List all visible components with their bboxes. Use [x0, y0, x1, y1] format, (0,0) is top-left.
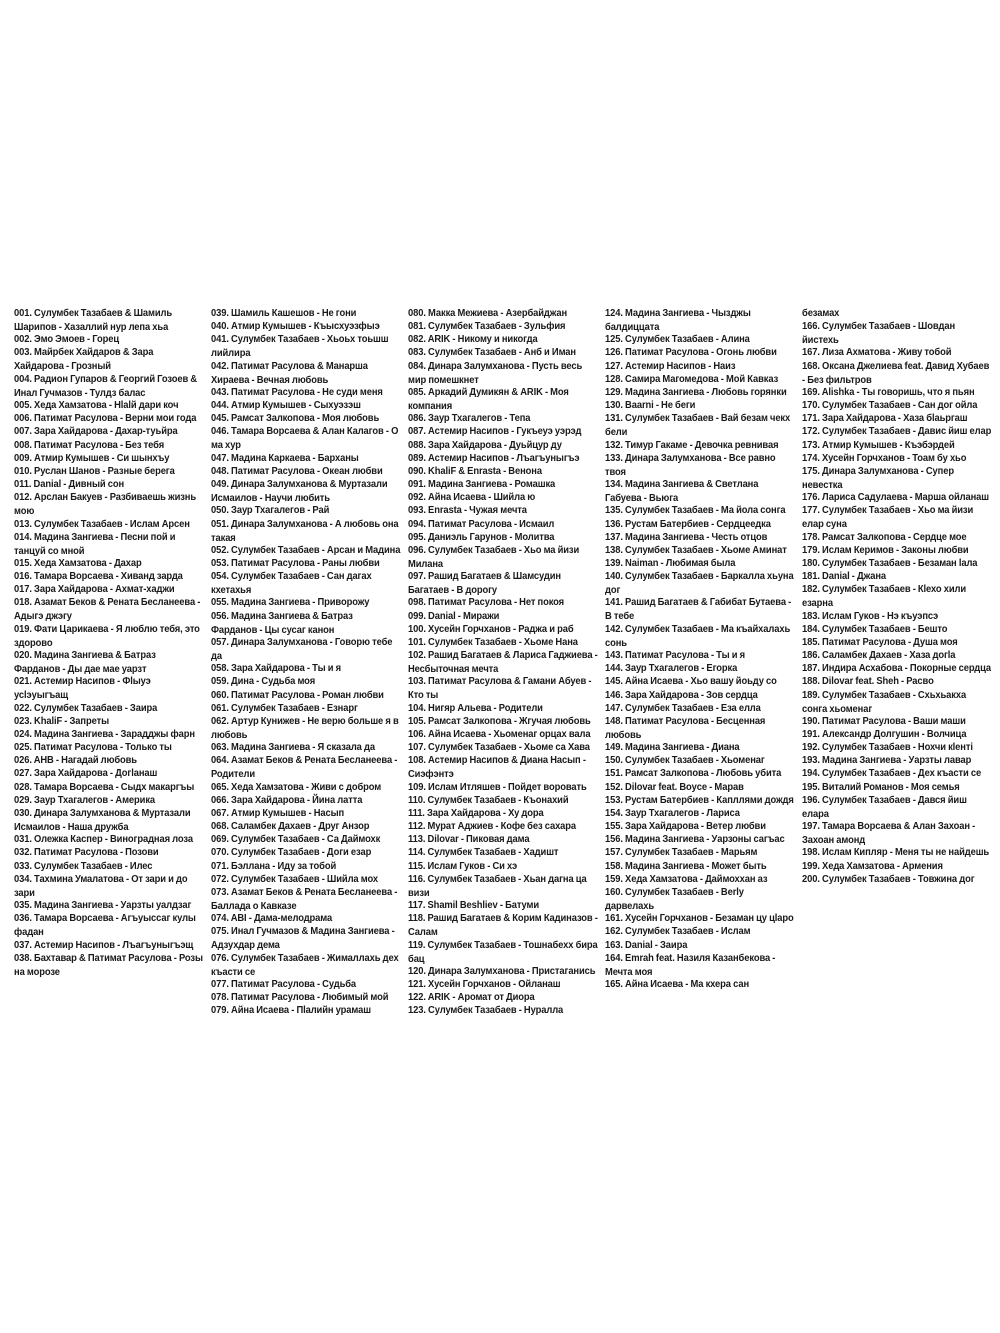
track-entry: 022. Сулумбек Тазабаев - Заира [14, 700, 158, 713]
track-entry: 079. Айна Исаева - Пlалийн урамаш [211, 1003, 371, 1016]
track-entry: 075. Инал Гучмазов & Мадина Зангиева - Адзухдар дема [211, 924, 395, 951]
track-entry: 070. Сулумбек Тазабаев - Доги езар [211, 845, 372, 858]
track-entry: 087. Астемир Насипов - Гукъеуэ уэрэд [408, 424, 582, 437]
track-entry: 148. Патимат Расулова - Бесценная любовь [605, 713, 766, 741]
track-entry: 140. Сулумбек Тазабаев - Баркалла хьуна дог [605, 569, 794, 596]
track-entry: 192. Сулумбек Тазабаев - Нохчи кlентi [802, 740, 973, 753]
track-entry: 085. Аркадий Думикян & ARIK - Моя компания [408, 385, 569, 412]
track-entry: 126. Патимат Расулова - Огонь любви [605, 345, 777, 358]
track-entry: 044. Атмир Кумышев - Сыхуэзэш [211, 398, 361, 411]
track-entry: 052. Сулумбек Тазабаев - Арсан и Мадина [211, 542, 401, 555]
track-entry: 013. Сулумбек Тазабаев - Ислам Арсен [14, 516, 190, 529]
track-entry: 086. Заур Тхагалегов - Тепа [408, 411, 531, 424]
track-entry: 076. Сулумбек Тазабаев - Жималлахь дех къасти се [211, 950, 399, 977]
track-entry: безамах [802, 306, 840, 318]
track-entry: 130. Baarni - Не беги [605, 398, 696, 411]
track-entry: 080. Макка Межиева - Азербайджан [408, 306, 568, 318]
track-entry: 122. ARIK - Аромат от Диора [408, 990, 535, 1003]
track-entry: 112. Мурат Аджиев - Кофе без сахара [408, 819, 577, 832]
track-entry: 164. Emrah feat. Назиля Казанбекова - Мечта моя [605, 950, 776, 977]
track-entry: 002. Эмо Эмоев - Горец [14, 332, 120, 345]
track-entry: 190. Патимат Расулова - Ваши маши [802, 713, 966, 726]
track-entry: 029. Заур Тхагалегов - Америка [14, 792, 156, 805]
track-entry: 033. Сулумбек Тазабаев - Илес [14, 858, 153, 871]
track-entry: 038. Бахтавар & Патимат Расулова - Розы на морозе [14, 950, 203, 977]
track-entry: 139. Naiman - Любимая была [605, 556, 736, 568]
track-entry: 178. Рамсат Залкопова - Сердце мое [802, 529, 967, 542]
track-entry: 021. Астемир Насипов - Фlыуэ усlэуыгъащ [14, 674, 151, 701]
track-entry: 124. Мадина Зангиева - Чызджы балдиццата [605, 306, 751, 333]
track-entry: 053. Патимат Расулова - Раны любви [211, 556, 380, 568]
track-entry: 081. Сулумбек Тазабаев - Зульфия [408, 319, 566, 332]
track-entry: 149. Мадина Зангиева - Диана [605, 740, 740, 753]
track-entry: 181. Danial - Джана [802, 569, 887, 582]
track-entry: 102. Рашид Багатаев & Лариса Гаджиева - Несбыточная мечта [408, 648, 598, 675]
track-entry: 045. Рамсат Залкопова - Моя любовь [211, 411, 380, 424]
track-entry: 043. Патимат Расулова - Не суди меня [211, 385, 383, 397]
track-entry: 150. Сулумбек Тазабаев - Хьоменаг [605, 753, 765, 766]
track-entry: 137. Мадина Зангиева - Честь отцов [605, 529, 768, 542]
track-entry: 072. Сулумбек Тазабаев - Шийла мох [211, 871, 378, 884]
track-entry: 169. Alishka - Ты говоришь, что я пьян [802, 385, 975, 397]
track-entry: 063. Мадина Зангиева - Я сказала да [211, 740, 375, 753]
track-entry: 200. Сулумбек Тазабаев - Товжина дог [802, 871, 975, 884]
track-entry: 136. Рустам Батербиев - Сердцеедка [605, 516, 771, 529]
track-entry: 015. Хеда Хамзатова - Дахар [14, 556, 142, 568]
track-entry: 162. Сулумбек Тазабаев - Ислам [605, 924, 751, 937]
track-entry: 104. Нигяр Альева - Родители [408, 700, 543, 713]
track-entry: 197. Тамара Ворсаева & Алан Захоан - Захоан амонд [802, 819, 976, 846]
track-entry: 059. Дина - Судьба моя [211, 674, 316, 687]
tracklist-column [605, 305, 795, 989]
track-entry: 160. Сулумбек Тазабаев - Berly дарвелахь [605, 884, 744, 912]
track-entry: 167. Лиза Ахматова - Живу тобой [802, 345, 952, 358]
track-entry: 004. Радион Гупаров & Георгий Гозоев & Инал Гучмазов - Тулдз балас [14, 371, 198, 398]
track-entry: 144. Заур Тхагалегов - Егорка [605, 661, 738, 674]
track-entry: 055. Мадина Зангиева - Приворожу [211, 595, 370, 608]
track-entry: 155. Зара Хайдарова - Ветер любви [605, 819, 766, 832]
track-entry: 036. Тамара Ворсаева - Агъуыссаг кулы фадан [14, 911, 196, 938]
track-entry: 001. Сулумбек Тазабаев & Шамиль Шарипов - Хазаллий нур лепа хьа [14, 306, 173, 333]
track-entry: 109. Ислам Итляшев - Пойдет воровать [408, 779, 587, 792]
track-entry: 031. Олежка Каспер - Виноградная лоза [14, 832, 193, 845]
track-entry: 003. Майрбек Хайдаров & Зара Хайдарова - Грозный [14, 345, 154, 372]
track-entry: 035. Мадина Зангиева - Уарзты уалдзаг [14, 898, 192, 910]
track-entry: 128. Самира Магомедова - Мой Кавказ [605, 371, 779, 384]
track-entry: 009. Атмир Кумышев - Си шынхъу [14, 450, 170, 463]
track-entry: 058. Зара Хайдарова - Ты и я [211, 661, 341, 674]
track-entry: 170. Сулумбек Тазабаев - Сан дог ойла [802, 398, 978, 411]
track-entry: 158. Мадина Зангиева - Может быть [605, 858, 767, 871]
track-entry: 153. Рустам Батербиев - Капллями дождя [605, 792, 794, 805]
track-entry: 176. Лариса Садулаева - Марша ойланаш [802, 490, 989, 503]
track-entry: 032. Патимат Расулова - Позови [14, 845, 159, 858]
track-entry: 175. Динара Залумханова - Супер невестка [802, 463, 954, 491]
track-entry: 062. Артур Кунижев - Не верю больше я в любовь [211, 713, 399, 741]
track-entry: 177. Сулумбек Тазабаев - Хьо ма йизи елар суна [802, 503, 974, 530]
track-entry: 011. Danial - Дивный сон [14, 477, 125, 489]
track-entry: 111. Зара Хайдарова - Ху дора [408, 806, 544, 818]
track-entry: 056. Мадина Зангиева & Батраз Фарданов - Цы сусаг канон [211, 608, 353, 635]
track-entry: 105. Рамсат Залкопова - Жгучая любовь [408, 713, 591, 726]
track-entry: 014. Мадина Зангиева - Песни пой и танцуй со мной [14, 529, 176, 556]
track-entry: 092. Айна Исаева - Шийла ю [408, 490, 536, 503]
track-entry: 012. Арслан Бакуев - Разбиваешь жизнь мою [14, 490, 197, 517]
track-entry: 007. Зара Хайдарова - Дахар-туьйра [14, 424, 178, 437]
track-entry: 019. Фати Царикаева - Я люблю тебя, это здорово [14, 621, 200, 648]
track-entry: 127. Астемир Насипов - Наиз [605, 358, 736, 371]
track-entry: 083. Сулумбек Тазабаев - Анб и Иман [408, 345, 576, 358]
track-entry: 088. Зара Хайдарова - Дуьйцур ду [408, 437, 562, 450]
track-entry: 041. Сулумбек Тазабаев - Хьоьх тоьшш лийлира [211, 332, 389, 359]
track-entry: 135. Сулумбек Тазабаев - Ма йола сонга [605, 503, 786, 516]
track-entry: 165. Айна Исаева - Ма кхера сан [605, 977, 750, 989]
track-entry: 134. Мадина Зангиева & Светлана Габуева - Вьюга [605, 477, 759, 504]
track-entry: 116. Сулумбек Тазабаев - Хьан дагна ца визи [408, 871, 587, 898]
track-entry: 106. Айна Исаева - Хьоменаг орцах вала [408, 727, 591, 739]
track-entry: 096. Сулумбек Тазабаев - Хьо ма йизи Милана [408, 542, 580, 569]
track-entry: 154. Заур Тхагалегов - Лариса [605, 806, 740, 818]
track-entry: 042. Патимат Расулова & Манарша Хираева - Вечная любовь [211, 358, 368, 385]
track-entry: 121. Хусейн Горчханов - Ойланаш [408, 977, 561, 989]
tracklist-column [802, 305, 992, 884]
track-entry: 143. Патимат Расулова - Ты и я [605, 648, 746, 661]
track-entry: 161. Хусейн Горчханов - Безаман цу цlаро [605, 911, 794, 924]
track-entry: 132. Тимур Гакаме - Девочка ревнивая [605, 437, 779, 450]
track-entry: 115. Ислам Гуков - Си хэ [408, 858, 518, 871]
track-entry: 145. Айна Исаева - Хьо вашу йоьду со [605, 674, 777, 687]
track-entry: 099. Danial - Миражи [408, 608, 500, 621]
track-entry: 025. Патимат Расулова - Только ты [14, 740, 172, 753]
track-entry: 113. Dilovar - Пиковая дама [408, 832, 530, 845]
track-entry: 040. Атмир Кумышев - Къысхуэзфыэ [211, 319, 380, 332]
track-entry: 188. Dilovar feat. Sheh - Расво [802, 674, 934, 687]
tracklist [14, 305, 992, 1050]
track-entry: 023. KhaliF - Запреты [14, 713, 109, 726]
track-entry: 138. Сулумбек Тазабаев - Хьоме Аминат [605, 542, 787, 555]
track-entry: 046. Тамара Ворсаева & Алан Калагов - О ма хур [211, 424, 399, 451]
track-entry: 048. Патимат Расулова - Океан любви [211, 463, 383, 476]
track-entry: 166. Сулумбек Тазабаев - Шовдан йистехь [802, 319, 956, 346]
tracklist-column [408, 305, 598, 1015]
track-entry: 141. Рашид Багатаев & Габибат Бутаева - В тебе [605, 595, 792, 622]
track-entry: 051. Динара Залумханова - А любовь она такая [211, 516, 399, 543]
track-entry: 082. ARIK - Никому и никогда [408, 332, 538, 345]
track-entry: 094. Патимат Расулова - Исмаил [408, 516, 555, 529]
track-entry: 199. Хеда Хамзатова - Армения [802, 858, 943, 871]
track-entry: 125. Сулумбек Тазабаев - Алина [605, 332, 750, 345]
track-entry: 073. Азамат Беков & Рената Бесланеева - Баллада о Кавказе [211, 884, 398, 912]
track-entry: 142. Сулумбек Тазабаев - Ма къайхалахь сонь [605, 621, 791, 648]
track-entry: 050. Заур Тхагалегов - Рай [211, 503, 330, 516]
track-entry: 066. Зара Хайдарова - Йина латта [211, 792, 363, 805]
track-entry: 091. Мадина Зангиева - Ромашка [408, 477, 556, 489]
track-entry: 010. Руслан Шанов - Разные берега [14, 463, 175, 476]
track-entry: 179. Ислам Керимов - Законы любви [802, 542, 969, 555]
track-entry: 028. Тамара Ворсаева - Сыдх макаргъы [14, 779, 195, 792]
track-entry: 024. Мадина Зангиева - Зарадджы фарн [14, 727, 195, 739]
track-entry: 074. ABI - Дама-мелодрама [211, 911, 333, 924]
track-entry: 016. Тамара Ворсаева - Хиванд зарда [14, 569, 183, 582]
track-entry: 017. Зара Хайдарова - Ахмат-хаджи [14, 582, 175, 595]
track-entry: 119. Сулумбек Тазабаев - Тошнабехх бира бац [408, 937, 598, 964]
track-entry: 068. Саламбек Дахаев - Друг Анзор [211, 819, 370, 832]
track-entry: 174. Хусейн Горчханов - Тоам бу хьо [802, 450, 967, 463]
track-entry: 047. Мадина Каркаева - Барханы [211, 450, 359, 463]
track-entry: 097. Рашид Багатаев & Шамсудин Багатаев - В дорогу [408, 569, 561, 596]
track-entry: 020. Мадина Зангиева & Батраз Фарданов - Ды дае мае уарзт [14, 648, 156, 675]
track-entry: 183. Ислам Гуков - Нэ къуэпсэ [802, 608, 939, 621]
track-entry: 118. Рашид Багатаев & Корим Кадиназов - Салам [408, 911, 598, 938]
track-entry: 184. Сулумбек Тазабаев - Бешто [802, 621, 948, 634]
track-entry: 194. Сулумбек Тазабаев - Дех къасти се [802, 766, 982, 779]
track-entry: 152. Dilovar feat. Boyce - Марав [605, 779, 744, 792]
track-entry: 006. Патимат Расулова - Верни мои года [14, 411, 197, 424]
track-entry: 117. Shamil Beshliev - Батуми [408, 898, 540, 910]
track-entry: 026. AHB - Нагадай любовь [14, 753, 137, 766]
track-entry: 065. Хеда Хамзатова - Живи с добром [211, 779, 382, 792]
track-entry: 110. Сулумбек Тазабаев - Къонахий [408, 792, 569, 805]
track-entry: 027. Зара Хайдарова - Догlанаш [14, 766, 158, 779]
track-entry: 100. Хусейн Горчханов - Раджа и раб [408, 621, 574, 634]
track-entry: 071. Бэллана - Иду за тобой [211, 858, 337, 871]
track-entry: 191. Александр Долгушин - Волчица [802, 727, 967, 739]
track-entry: 077. Патимат Расулова - Судьба [211, 977, 357, 989]
track-entry: 069. Сулумбек Тазабаев - Са Даймохк [211, 832, 381, 845]
track-entry: 030. Динара Залумханова & Муртазали Исмаилов - Наша дружба [14, 806, 191, 833]
track-entry: 196. Сулумбек Тазабаев - Дався йиш елара [802, 792, 967, 819]
track-entry: 195. Виталий Романов - Моя семья [802, 779, 960, 792]
track-entry: 172. Сулумбек Тазабаев - Давис йиш елар [802, 424, 992, 437]
track-entry: 049. Динара Залумханова & Муртазали Исмаилов - Научи любить [211, 477, 388, 504]
track-entry: 108. Астемир Насипов & Диана Насып - Сиэфэнтэ [408, 753, 586, 780]
track-entry: 039. Шамиль Кашешов - Не гони [211, 306, 357, 318]
track-entry: 098. Патимат Расулова - Нет покоя [408, 595, 565, 608]
track-entry: 054. Сулумбек Тазабаев - Сан дагах кхетахья [211, 569, 372, 596]
track-entry: 198. Ислам Кипляр - Меня ты не найдешь [802, 845, 990, 858]
track-entry: 120. Динара Залумханова - Пристаганись [408, 963, 596, 976]
track-entry: 171. Зара Хайдарова - Хаза бlаьргаш [802, 411, 968, 424]
track-entry: 060. Патимат Расулова - Роман любви [211, 687, 384, 700]
track-entry: 185. Патимат Расулова - Душа моя [802, 634, 958, 647]
track-entry: 005. Хеда Хамзатова - Нlаlй дари коч [14, 398, 179, 411]
track-entry: 107. Сулумбек Тазабаев - Хьоме са Хава [408, 740, 590, 753]
track-entry: 131. Сулумбек Тазабаев - Вай безам чекх бели [605, 411, 791, 438]
track-entry: 123. Сулумбек Тазабаев - Нуралла [408, 1003, 564, 1016]
track-entry: 173. Атмир Кумышев - Къэбэрдей [802, 437, 955, 450]
track-entry: 084. Динара Залумханова - Пусть весь мир помешкнет [408, 358, 583, 385]
track-entry: 103. Патимат Расулова & Гамани Абуев - Кто ты [408, 674, 592, 701]
track-entry: 089. Астемир Насипов - Лъагъуныгъэ [408, 450, 580, 463]
track-entry: 163. Danial - Заира [605, 937, 688, 950]
track-entry: 159. Хеда Хамзатова - Даймоххан аз [605, 871, 768, 884]
track-entry: 008. Патимат Расулова - Без тебя [14, 437, 165, 450]
track-entry: 061. Сулумбек Тазабаев - Езнарг [211, 700, 358, 713]
track-entry: 133. Динара Залумханова - Все равно твоя [605, 450, 776, 477]
track-entry: 147. Сулумбек Тазабаев - Еза елла [605, 700, 761, 713]
track-entry: 037. Астемир Насипов - Лъагъуныгъэщ [14, 937, 194, 950]
track-entry: 157. Сулумбек Тазабаев - Марьям [605, 845, 758, 858]
track-entry: 193. Мадина Зангиева - Уарзты лавар [802, 753, 972, 766]
track-entry: 186. Саламбек Дахаев - Хаза догlа [802, 648, 956, 661]
track-entry: 146. Зара Хайдарова - Зов сердца [605, 687, 758, 700]
tracklist-column [14, 305, 204, 976]
track-entry: 078. Патимат Расулова - Любимый мой [211, 990, 389, 1003]
track-entry: 168. Оксана Джелиева feat. Давид Хубаев - Без фильтров [802, 358, 990, 385]
track-entry: 151. Рамсат Залкопова - Любовь убита [605, 766, 782, 779]
track-entry: 067. Атмир Кумышев - Насып [211, 806, 345, 818]
track-entry: 156. Мадина Зангиева - Уарзоны сагъас [605, 832, 785, 845]
track-entry: 101. Сулумбек Тазабаев - Хьоме Нана [408, 634, 578, 647]
track-entry: 180. Сулумбек Тазабаев - Безаман lалa [802, 556, 978, 568]
track-entry: 129. Мадина Зангиева - Любовь горянки [605, 385, 787, 397]
track-entry: 018. Азамат Беков & Рената Бесланеева - Адыгэ джэгу [14, 595, 201, 622]
track-entry: 064. Азамат Беков & Рената Бесланеева - Родители [211, 753, 398, 780]
track-entry: 189. Сулумбек Тазабаев - Схьхьакха сонга хьоменаг [802, 687, 967, 714]
track-entry: 093. Enrasta - Чужая мечта [408, 503, 527, 516]
track-entry: 114. Сулумбек Тазабаев - Хадишт [408, 845, 559, 858]
track-entry: 057. Динара Залумханова - Говорю тебе да [211, 634, 393, 662]
track-entry: 090. KhaliF & Enrasta - Венона [408, 463, 542, 476]
track-entry: 095. Даниэль Гарунов - Молитва [408, 529, 555, 542]
tracklist-column [211, 305, 401, 1015]
track-entry: 034. Тахмина Умалатова - От зари и до зари [14, 871, 188, 898]
track-entry: 182. Сулумбек Тазабаев - Кlехо хили езарна [802, 582, 967, 609]
track-entry: 187. Индира Асхабова - Покорные сердца [802, 661, 992, 674]
